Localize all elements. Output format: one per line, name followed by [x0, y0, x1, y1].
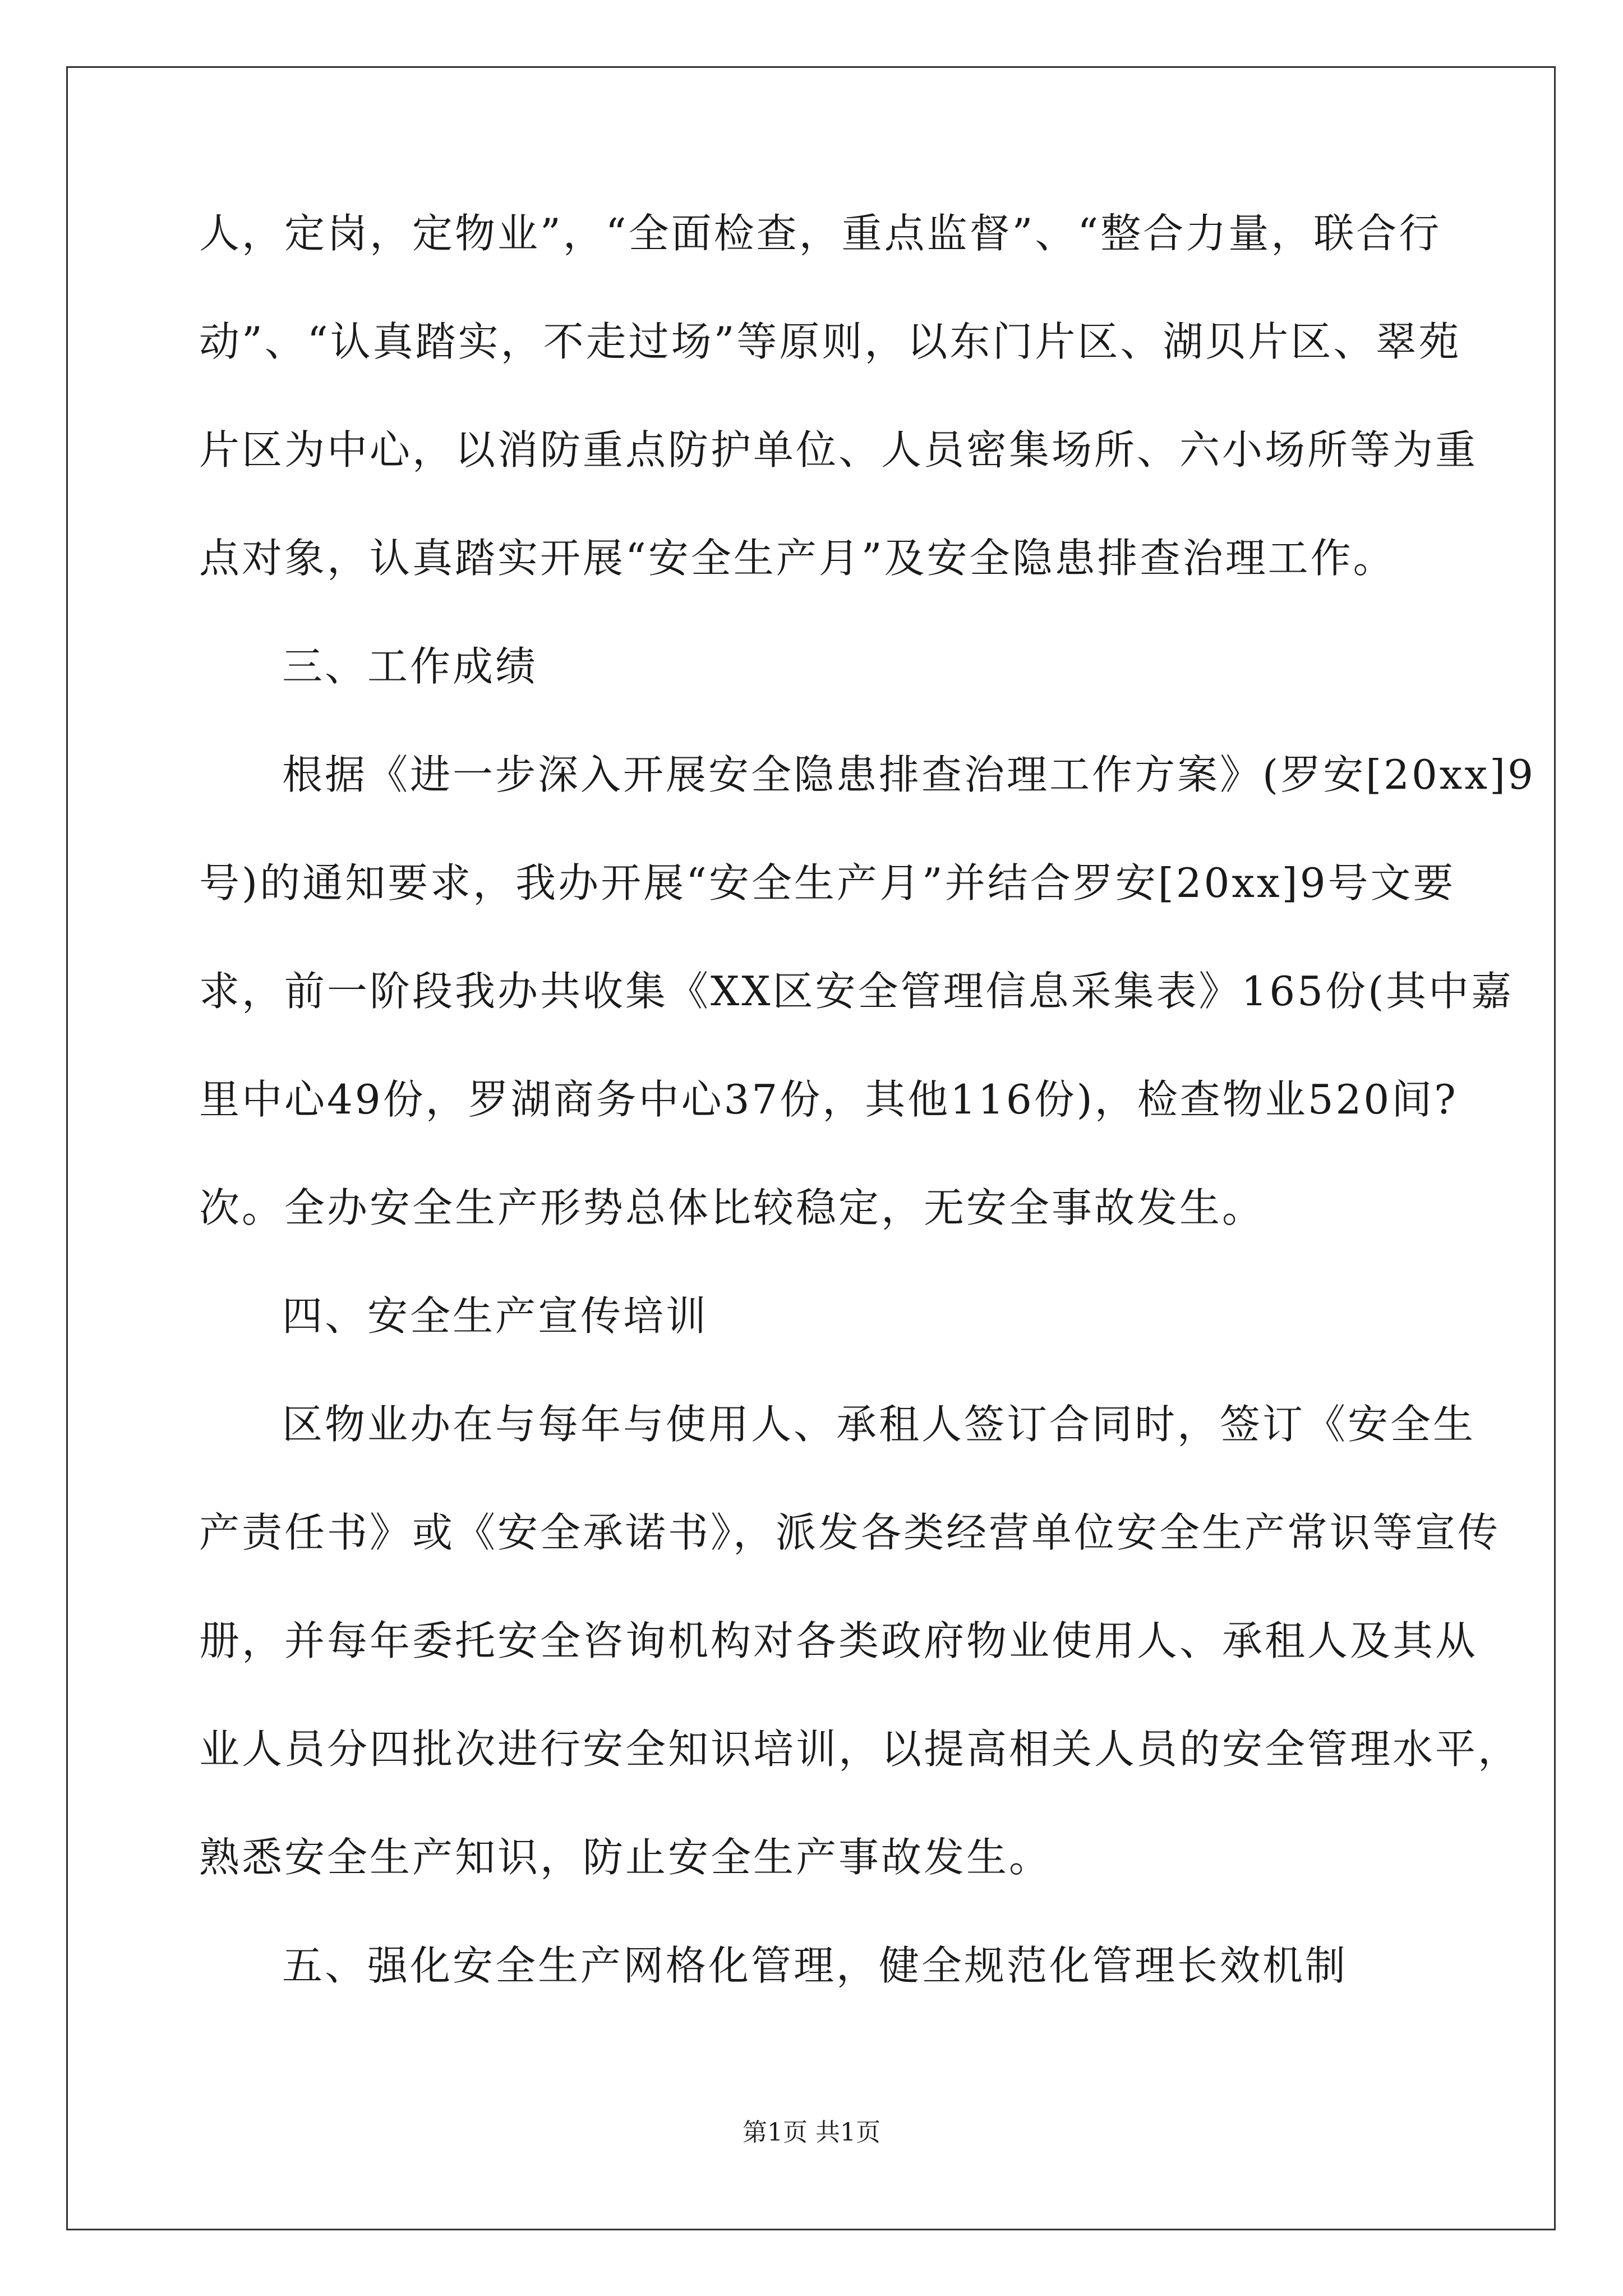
section-heading: 三、工作成绩	[282, 643, 538, 690]
text-line: 动”、“认真踏实，不走过场”等原则，以东门片区、湖贝片区、翠苑	[199, 318, 1461, 365]
page-number-footer: 第1页 共1页	[743, 2118, 880, 2147]
text-line: 根据《进一步深入开展安全隐患排查治理工作方案》(罗安[20xx]9	[282, 751, 1536, 798]
section-heading: 四、安全生产宣传培训	[282, 1292, 709, 1340]
text-line: 业人员分四批次进行安全知识培训，以提高相关人员的安全管理水平，	[199, 1726, 1521, 1773]
text-line: 熟悉安全生产知识，防止安全生产事故发生。	[199, 1834, 1052, 1881]
text-line: 里中心49份，罗湖商务中心37份，其他116份)，检查物业520间?	[199, 1076, 1458, 1123]
text-line: 求，前一阶段我办共收集《XX区安全管理信息采集表》165份(其中嘉	[199, 968, 1514, 1015]
text-line: 册，并每年委托安全咨询机构对各类政府物业使用人、承租人及其从	[199, 1617, 1478, 1664]
text-line: 片区为中心，以消防重点防护单位、人员密集场所、六小场所等为重	[199, 426, 1478, 473]
text-line: 号)的通知要求，我办开展“安全生产月”并结合罗安[20xx]9号文要	[199, 859, 1456, 907]
text-line: 区物业办在与每年与使用人、承租人签订合同时，签订《安全生	[282, 1401, 1476, 1448]
text-line: 次。全办安全生产形势总体比较稳定，无安全事故发生。	[199, 1184, 1265, 1231]
document-body	[199, 210, 1536, 2054]
text-line: 产责任书》或《安全承诺书》，派发各类经营单位安全生产常识等宣传	[199, 1509, 1501, 1556]
text-line: 点对象，认真踏实开展“安全生产月”及安全隐患排查治理工作。	[199, 535, 1396, 582]
text-line: 人，定岗，定物业”，“全面检查，重点监督”、“整合力量，联合行	[199, 210, 1442, 257]
section-heading: 五、强化安全生产网格化管理，健全规范化管理长效机制	[282, 1942, 1348, 1989]
